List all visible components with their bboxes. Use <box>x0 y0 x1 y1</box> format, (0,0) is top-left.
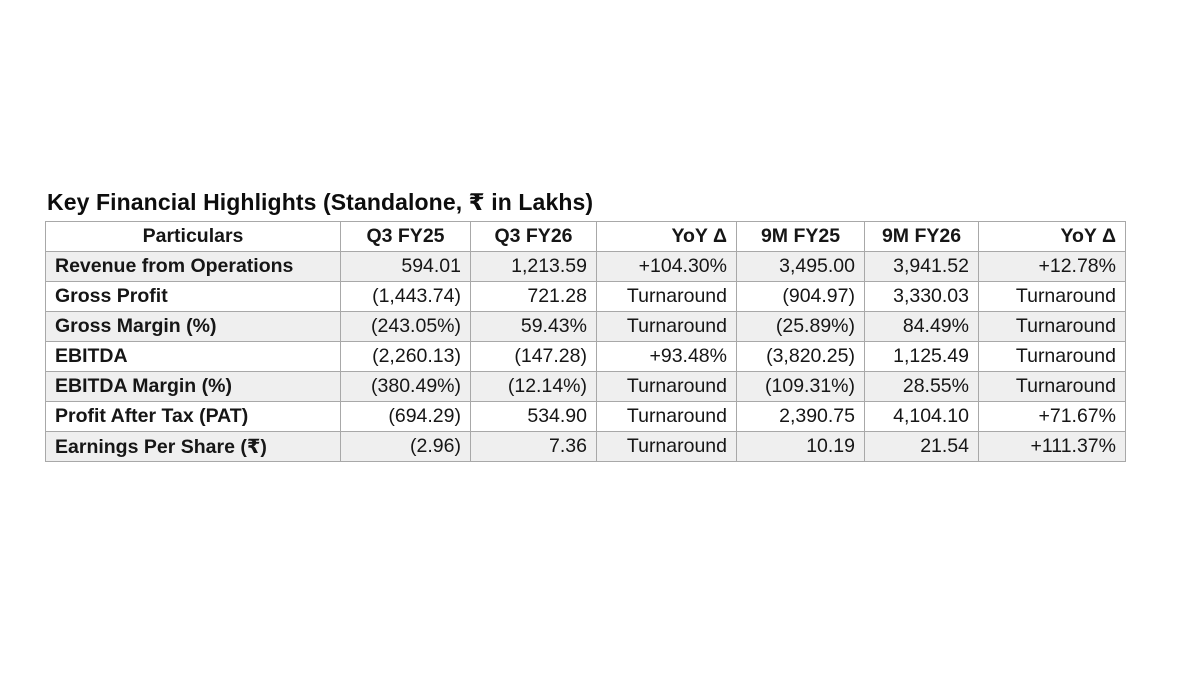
row-label: EBITDA <box>46 342 341 372</box>
cell-yoy-9m: Turnaround <box>979 372 1126 402</box>
cell-yoy-quarter: +93.48% <box>597 342 737 372</box>
column-header-9m-fy26: 9M FY26 <box>865 222 979 252</box>
row-label: Profit After Tax (PAT) <box>46 402 341 432</box>
table-row-ebitda <box>46 342 1126 372</box>
cell-9m-fy26: 4,104.10 <box>865 402 979 432</box>
cell-9m-fy25: (3,820.25) <box>737 342 865 372</box>
cell-9m-fy25: (109.31%) <box>737 372 865 402</box>
cell-q3-fy25: (380.49%) <box>341 372 471 402</box>
table-row-pat <box>46 402 1126 432</box>
cell-9m-fy25: (904.97) <box>737 282 865 312</box>
row-label: Gross Margin (%) <box>46 312 341 342</box>
cell-yoy-9m: +71.67% <box>979 402 1126 432</box>
cell-yoy-quarter: +104.30% <box>597 252 737 282</box>
cell-yoy-quarter: Turnaround <box>597 432 737 462</box>
row-label: Earnings Per Share (₹) <box>46 432 341 462</box>
table-row-revenue <box>46 252 1126 282</box>
cell-yoy-9m: +111.37% <box>979 432 1126 462</box>
cell-q3-fy26: (12.14%) <box>471 372 597 402</box>
table-row-eps <box>46 432 1126 462</box>
cell-q3-fy25: (2.96) <box>341 432 471 462</box>
cell-q3-fy25: (694.29) <box>341 402 471 432</box>
cell-9m-fy25: 10.19 <box>737 432 865 462</box>
table-row-gross-margin <box>46 312 1126 342</box>
table-row-gross-profit <box>46 282 1126 312</box>
column-header-q3-fy26: Q3 FY26 <box>471 222 597 252</box>
cell-yoy-9m: Turnaround <box>979 282 1126 312</box>
page-title: Key Financial Highlights (Standalone, ₹ in Lakhs) <box>47 189 594 215</box>
cell-yoy-quarter: Turnaround <box>597 402 737 432</box>
cell-9m-fy26: 1,125.49 <box>865 342 979 372</box>
cell-yoy-9m: Turnaround <box>979 312 1126 342</box>
cell-9m-fy26: 3,941.52 <box>865 252 979 282</box>
cell-9m-fy26: 21.54 <box>865 432 979 462</box>
cell-yoy-9m: +12.78% <box>979 252 1126 282</box>
row-label: EBITDA Margin (%) <box>46 372 341 402</box>
financial-highlights-table <box>45 221 1126 462</box>
column-header-9m-fy25: 9M FY25 <box>737 222 865 252</box>
column-header-yoy-9m: YoY Δ <box>979 222 1126 252</box>
cell-9m-fy25: 3,495.00 <box>737 252 865 282</box>
cell-q3-fy25: 594.01 <box>341 252 471 282</box>
cell-yoy-quarter: Turnaround <box>597 282 737 312</box>
cell-q3-fy26: (147.28) <box>471 342 597 372</box>
cell-q3-fy25: (2,260.13) <box>341 342 471 372</box>
cell-q3-fy26: 1,213.59 <box>471 252 597 282</box>
column-header-particulars: Particulars <box>46 222 341 252</box>
table-row-ebitda-margin <box>46 372 1126 402</box>
cell-q3-fy26: 534.90 <box>471 402 597 432</box>
cell-q3-fy25: (243.05%) <box>341 312 471 342</box>
row-label: Revenue from Operations <box>46 252 341 282</box>
cell-yoy-quarter: Turnaround <box>597 372 737 402</box>
cell-9m-fy25: (25.89%) <box>737 312 865 342</box>
cell-9m-fy26: 84.49% <box>865 312 979 342</box>
cell-q3-fy25: (1,443.74) <box>341 282 471 312</box>
cell-q3-fy26: 721.28 <box>471 282 597 312</box>
cell-9m-fy25: 2,390.75 <box>737 402 865 432</box>
cell-yoy-9m: Turnaround <box>979 342 1126 372</box>
cell-yoy-quarter: Turnaround <box>597 312 737 342</box>
header-row <box>46 222 1126 252</box>
cell-q3-fy26: 59.43% <box>471 312 597 342</box>
cell-q3-fy26: 7.36 <box>471 432 597 462</box>
cell-9m-fy26: 3,330.03 <box>865 282 979 312</box>
column-header-yoy-quarter: YoY Δ <box>597 222 737 252</box>
column-header-q3-fy25: Q3 FY25 <box>341 222 471 252</box>
cell-9m-fy26: 28.55% <box>865 372 979 402</box>
row-label: Gross Profit <box>46 282 341 312</box>
